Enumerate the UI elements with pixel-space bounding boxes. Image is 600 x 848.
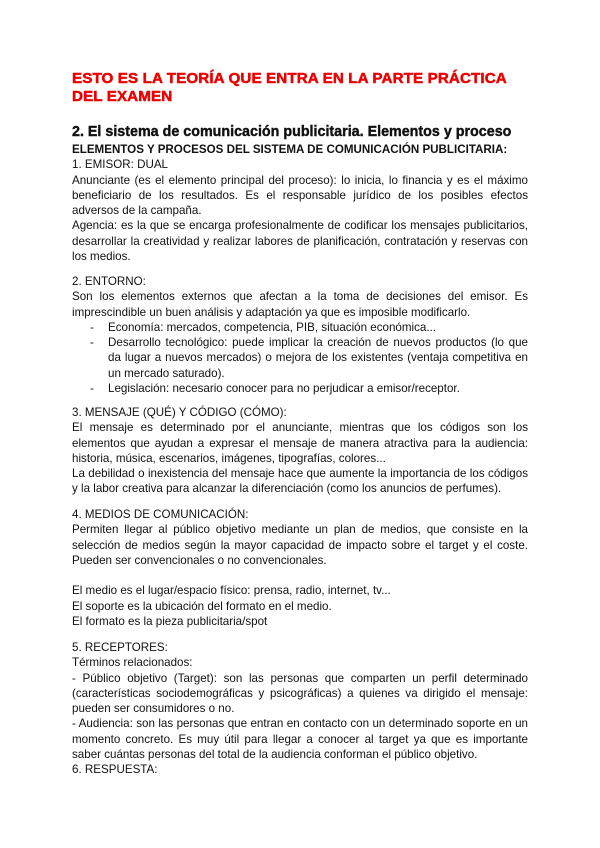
emisor-heading: 1. EMISOR: DUAL — [72, 158, 168, 172]
section-mensaje — [72, 405, 528, 497]
mensaje-text-2: La debilidad o inexistencia del mensaje hace que aumente la importancia de los códigos y la labor creativa para alcanzar la diferenciación (como los anuncios de perfumes). — [72, 467, 528, 496]
section-heading: 2. El sistema de comunicación publicitaria. Elementos y proceso — [72, 124, 512, 140]
medios-text: Permiten llegar al público objetivo mediante un plan de medios, que consiste en la selección de medios según la mayor capacidad de impacto sobre el target y el coste. Pueden ser convencionales o no convencionales. — [72, 523, 528, 567]
document-title: ESTO ES LA TEORÍA QUE ENTRA EN LA PARTE PRÁCTICA DEL EXAMEN — [72, 70, 507, 105]
respuesta-heading: 6. RESPUESTA: — [72, 763, 158, 777]
emisor-agencia: Agencia: es la que se encarga profesionalmente de codificar los mensajes publicitarios, desarrollar la creatividad y realizar labores de planificación, contratación y reservas con los medios. — [72, 219, 528, 264]
mensaje-text-1: El mensaje es determinado por el anunciante, mientras que los códigos son los elementos que ayudan a expresar el mensaje de manera atractiva para la audiencia: historia, música, escenarios, imágenes, tipografías, colores... — [72, 421, 528, 465]
entorno-list — [72, 320, 528, 396]
entorno-heading: 2. ENTORNO: — [72, 275, 146, 288]
receptores-heading: 5. RECEPTORES: — [72, 641, 168, 654]
medios-medio: El medio es el lugar/espacio físico: prensa, radio, internet, tv... — [72, 584, 391, 598]
medios-soporte: El soporte es la ubicación del formato en el medio. — [72, 599, 332, 613]
section-medios — [72, 507, 528, 629]
receptores-target: - Público objetivo (Target): son las personas que comparten un perfil determinado (características sociodemográficas y psicográficas) a quienes va dirigido el mensaje: pueden ser consumidores o no. — [72, 671, 528, 716]
medios-heading: 4. MEDIOS DE COMUNICACIÓN: — [72, 508, 249, 521]
list-item: - Legislación: necesario conocer para no perjudicar a emisor/receptor. — [72, 381, 528, 396]
entorno-text: Son los elementos externos que afectan a la toma de decisiones del emisor. Es imprescindible un buen análisis y adaptación ya que es imposible modificarlo. — [72, 290, 528, 319]
section-emisor — [72, 142, 528, 264]
caps-heading: ELEMENTOS Y PROCESOS DEL SISTEMA DE COMUNICACIÓN PUBLICITARIA: — [72, 143, 508, 156]
list-item: - Economía: mercados, competencia, PIB, situación económica... — [72, 320, 528, 335]
list-item: - Desarrollo tecnológico: puede implicar la creación de nuevos productos (lo que da lugar a nuevos mercados) o mejora de los existentes (ventaja competitiva en un mercado saturado). — [72, 335, 528, 381]
mensaje-heading: 3. MENSAJE (QUÉ) Y CÓDIGO (CÓMO): — [72, 406, 287, 419]
receptores-audiencia: - Audiencia: son las personas que entran en contacto con un determinado soporte en un momento concreto. Es muy útil para llegar a conocer al target ya que es importante saber cuántas personas del total de la audiencia conforman el público objetivo. — [72, 717, 528, 762]
receptores-sub: Términos relacionados: — [72, 656, 193, 670]
emisor-anunciante: Anunciante (es el elemento principal del proceso): lo inicia, lo financia y es el máximo beneficiario de los resultados. Es el responsable jurídico de los posibles efectos adversos de la campaña. — [72, 173, 528, 218]
section-entorno — [72, 274, 528, 396]
section-receptores — [72, 640, 528, 778]
medios-formato: El formato es la pieza publicitaria/spot — [72, 615, 268, 629]
